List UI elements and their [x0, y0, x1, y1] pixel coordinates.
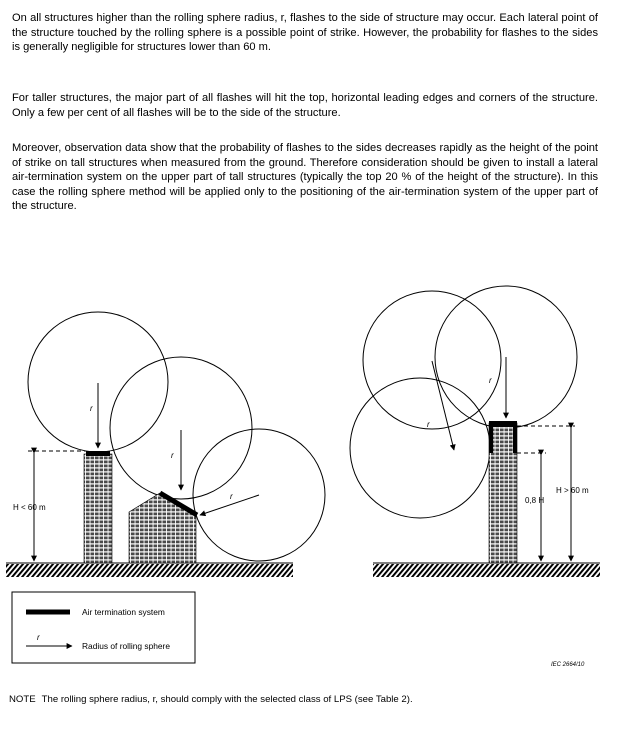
air-termination-bar — [489, 421, 517, 427]
air-termination-lateral — [513, 421, 517, 453]
paragraph-side-flashes: On all structures higher than the rolling sphere radius, r, flashes to the side of structure may occur. Each lateral point of the structure touched by the rolling sphere is a possible point of strike. However, the probability for flashes to the sides is generally negligible for structures lower than 60 m. — [12, 12, 598, 54]
legend-r-symbol: r — [37, 633, 40, 642]
height-label-08h: 0,8 H — [525, 496, 545, 505]
rolling-sphere — [363, 291, 501, 429]
paragraph-observation-data: Moreover, observation data show that the probability of flashes to the sides decreases rapidly as the height of the point of strike on tall structures when measured from the ground. Therefore consideration should be given to install a lateral air-termination system on the upper part of tall structures (typically the top 20 % of the height of the structure). In this case the rolling sphere method will be applied only to the positioning of the air-termination system of the upper part of the structure. — [12, 142, 598, 213]
figure-legend — [12, 592, 195, 663]
ground-right — [373, 563, 600, 577]
radius-arrow — [432, 361, 454, 450]
height-label-lt60: H < 60 m — [13, 503, 46, 512]
note-label: NOTE — [9, 694, 36, 705]
house-structure — [129, 493, 196, 563]
iec-figure-code: IEC 2664/10 — [551, 662, 585, 668]
ground-left — [6, 563, 293, 577]
radius-label: r — [427, 420, 430, 429]
rolling-sphere-figure — [0, 270, 621, 700]
note-text: The rolling sphere radius, r, should comply with the selected class of LPS (see Table 2). — [41, 694, 413, 705]
rolling-sphere — [350, 378, 490, 518]
tall-chimney-structure — [489, 423, 517, 563]
height-label-gt60: H > 60 m — [556, 486, 589, 495]
air-termination-bar — [86, 451, 110, 456]
radius-label: r — [489, 376, 492, 385]
radius-label: r — [90, 404, 93, 413]
chimney-structure — [84, 454, 112, 563]
paragraph-tall-structures: For taller structures, the major part of all flashes will hit the top, horizontal leading edges and corners of the structure. Only a few per cent of all flashes will be to the side of the structure. — [12, 92, 598, 119]
radius-label: r — [230, 492, 233, 501]
table-note — [9, 694, 413, 705]
air-termination-lateral — [489, 421, 493, 453]
legend-radius-label: Radius of rolling sphere — [82, 641, 170, 651]
radius-label: r — [171, 451, 174, 460]
legend-air-termination-label: Air termination system — [82, 607, 165, 617]
